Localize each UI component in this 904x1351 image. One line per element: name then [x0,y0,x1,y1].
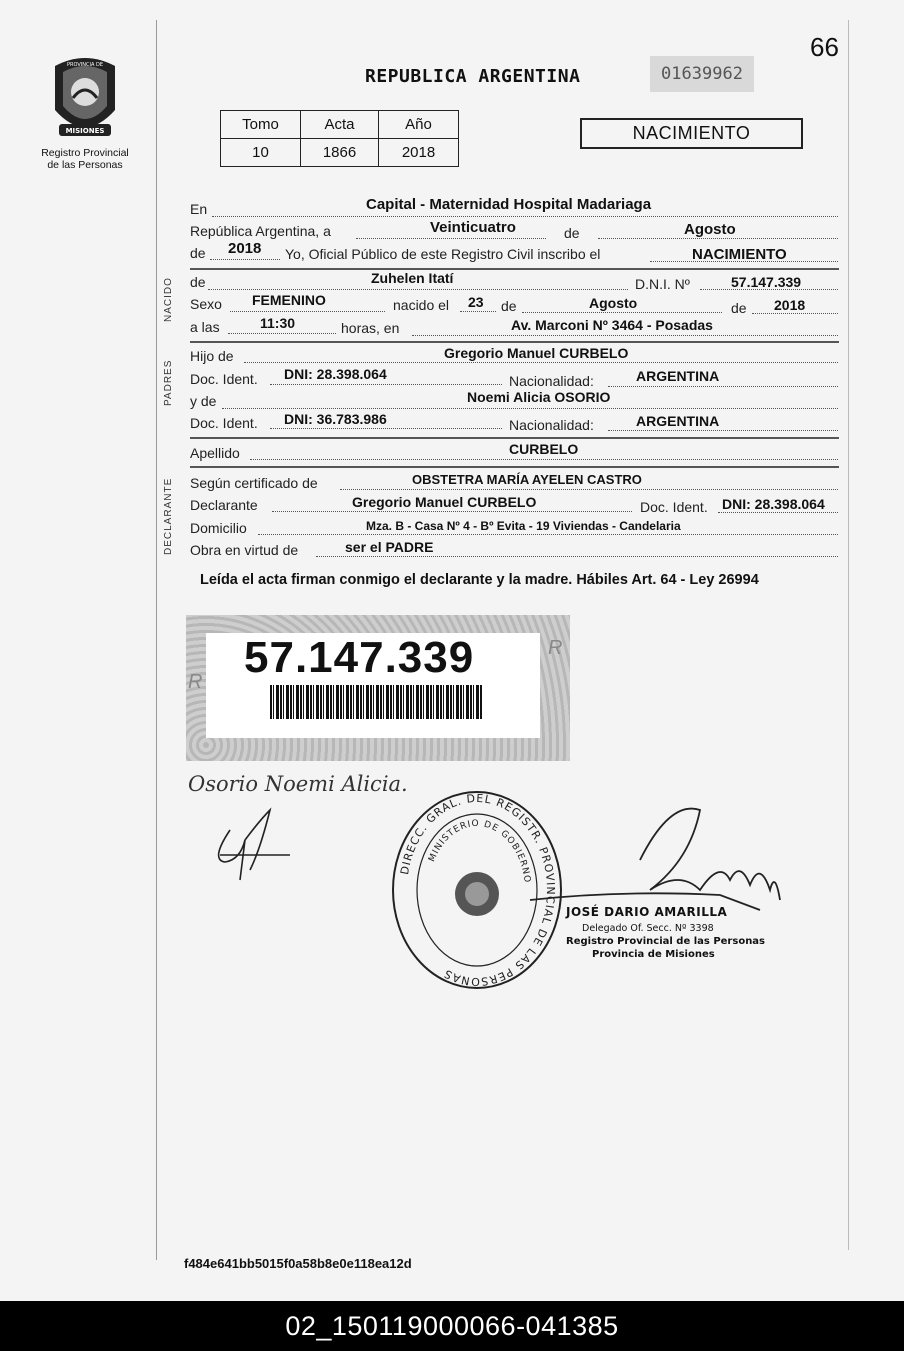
dotted-line [244,362,838,363]
registry-logo [30,52,140,171]
mother-name: Noemi Alicia OSORIO [467,389,611,405]
official-province: Provincia de Misiones [592,949,715,960]
dotted-line [356,238,546,239]
yde-label: y de [190,393,217,409]
apellido-label: Apellido [190,445,240,461]
father-doc-label: Doc. Ident. [190,371,258,387]
official-signature-block [566,905,765,960]
section-divider [190,437,839,439]
en-label: En [190,201,208,217]
birth-time: 11:30 [260,315,296,331]
barcode-number: 57.147.339 [244,633,475,682]
declarante-side-label: DECLARANTE [163,477,174,555]
coat-of-arms-icon [45,52,125,140]
father-doc: DNI: 28.398.064 [284,366,387,382]
padres-side-label: PADRES [163,359,174,406]
year-value: 2018 [228,240,262,257]
dotted-line [230,311,385,312]
logo-caption-line2: de las Personas [47,159,123,171]
day-value: Veinticuatro [430,219,516,236]
document-title: REPUBLICA ARGENTINA [365,66,581,87]
de-label: de [564,225,580,241]
cert-label: Según certificado de [190,475,318,491]
birth-address: Av. Marconi Nº 3464 - Posadas [511,317,713,333]
mother-nat-label: Nacionalidad: [509,417,594,433]
cert-value: OBSTETRA MARÍA AYELEN CASTRO [412,472,642,487]
nacido-side-label: NACIDO [163,277,174,322]
birth-de-label: de [501,298,517,314]
record-type-box: NACIMIENTO [580,118,803,149]
dotted-line [222,408,838,409]
obra-value: ser el PADRE [345,539,434,555]
emblem-banner-text: MISIONES [65,127,105,135]
logo-caption [30,147,140,171]
dotted-line [210,259,280,260]
dotted-line [208,289,628,290]
father-nationality: ARGENTINA [636,368,720,384]
dotted-line [228,333,336,334]
emblem-top-text: PROVINCIA DE [67,62,103,68]
dotted-line [608,430,838,431]
table-value-tomo: 10 [221,139,301,167]
declarante-name: Gregorio Manuel CURBELO [352,494,537,510]
pattern-letter: R [548,637,563,659]
table-header-tomo: Tomo [221,111,301,139]
table-header-acta: Acta [301,111,379,139]
page-number: 66 [810,32,839,62]
dotted-line [598,238,838,239]
footer-id-bar: 02_150119000066-041385 [0,1301,904,1351]
apellido-value: CURBELO [509,441,579,457]
child-name: Zuhelen Itatí [371,270,454,286]
right-margin-line [848,20,849,1250]
dotted-line [752,313,838,314]
registry-table [220,110,459,167]
hijo-label: Hijo de [190,348,234,364]
declarante-doc: DNI: 28.398.064 [722,496,825,512]
dotted-line [412,335,838,336]
declarante-label: Declarante [190,497,258,513]
father-name: Gregorio Manuel CURBELO [444,345,629,361]
closing-statement: Leída el acta firman conmigo el declarante y la madre. Hábiles Art. 64 - Ley 26994 [200,572,759,588]
official-org: Registro Provincial de las Personas [566,936,766,947]
birth-day: 23 [468,294,484,310]
left-margin-line [156,20,157,1260]
domicilio-value: Mza. B - Casa Nº 4 - Bº Evita - 19 Viviendas - Candelaria [366,519,681,533]
mother-doc-label: Doc. Ident. [190,415,258,431]
dotted-line [608,386,838,387]
birth-de2-label: de [731,300,747,316]
section-divider [190,341,839,343]
serial-number: 01639962 [650,56,754,92]
dotted-line [340,489,838,490]
document-hash: f484e641bb5015f0a58b8e0e118ea12d [184,1256,412,1271]
mother-doc: DNI: 36.783.986 [284,411,387,427]
dotted-line [270,384,502,385]
dni-label: D.N.I. Nº [635,276,690,292]
obra-label: Obra en virtud de [190,542,299,558]
sexo-value: FEMENINO [252,292,326,308]
barcode-label [186,615,570,761]
place-value: Capital - Maternidad Hospital Madariaga [366,196,652,213]
event-value: NACIMIENTO [692,246,787,263]
declarant-signature-icon [200,800,300,890]
dotted-line [316,556,838,557]
month-value: Agosto [684,221,736,238]
table-header-ano: Año [379,111,459,139]
de2-label: de [190,245,206,261]
dotted-line [460,311,496,312]
dotted-line [212,216,838,217]
pattern-letter: R [188,671,203,693]
table-value-acta: 1866 [301,139,379,167]
seal-inner-text: MINISTERIO DE GOBIERNO [427,818,532,884]
section-divider [190,466,839,468]
sexo-label: Sexo [190,296,222,312]
father-nat-label: Nacionalidad: [509,373,594,389]
nacido-el-label: nacido el [393,297,450,313]
declarante-doc-label: Doc. Ident. [640,499,708,515]
dotted-line [272,511,632,512]
birth-year: 2018 [774,297,806,313]
logo-caption-line1: Registro Provincial [41,147,129,159]
dotted-line [270,428,502,429]
horas-label: horas, en [341,320,400,336]
oficial-text: Yo, Oficial Público de este Registro Civil inscribo el [285,246,601,262]
seal-outer-text: DIRECC. GRAL. DEL REGISTR. PROVINCIAL DE LAS PERSONAS [398,791,558,989]
dotted-line [718,512,838,513]
dotted-line [250,459,838,460]
a-las-label: a las [190,319,220,335]
official-name: JOSÉ DARIO AMARILLA [566,905,728,919]
official-role: Delegado Of. Secc. Nº 3398 [582,923,714,934]
dotted-line [522,312,722,313]
mother-nationality: ARGENTINA [636,413,720,429]
dotted-line [258,534,838,535]
section-divider [190,268,839,270]
table-value-ano: 2018 [379,139,459,167]
nacido-de-label: de [190,274,206,290]
child-dni: 57.147.339 [731,274,802,290]
birth-month: Agosto [589,295,638,311]
domicilio-label: Domicilio [190,520,247,536]
mother-handwritten-name: Osorio Noemi Alicia. [188,772,408,796]
barcode-icon [270,685,482,719]
republica-label: República Argentina, a [190,223,331,239]
